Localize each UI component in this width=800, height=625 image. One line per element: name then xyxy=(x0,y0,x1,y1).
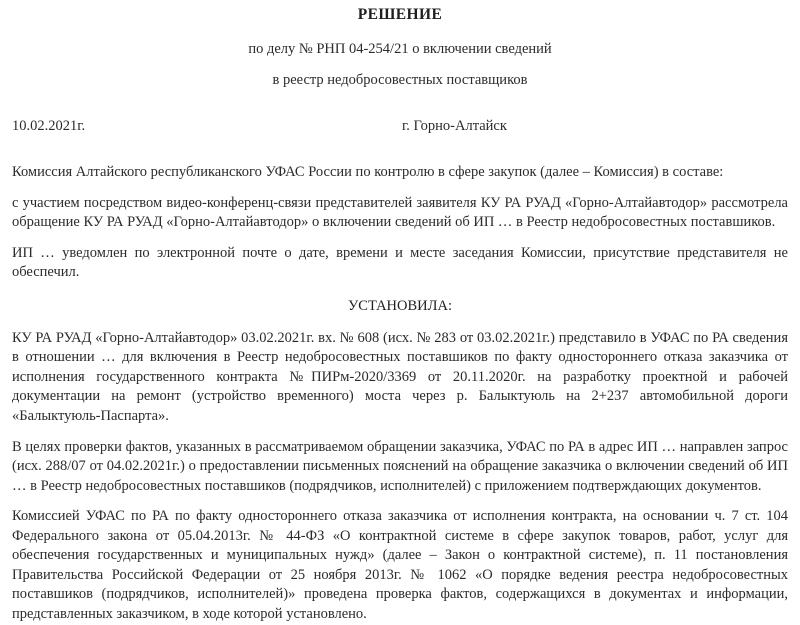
section-heading-established: УСТАНОВИЛА: xyxy=(348,297,452,314)
paragraph-notification: ИП … уведомлен по электронной почте о дате, времени и месте заседания Комиссии, присутствие представителя не обеспечил. xyxy=(12,244,788,281)
document-subtitle-line-2: в реестр недобросовестных поставщиков xyxy=(272,72,528,89)
document-title: РЕШЕНИЕ xyxy=(357,6,443,23)
document-meta-row xyxy=(12,118,788,138)
paragraph-commission-intro: Комиссия Алтайского республиканского УФАС России по контролю в сфере закупок (далее – Комиссия) в составе: xyxy=(12,164,724,181)
paragraph-legal-basis: Комиссией УФАС по РА по факту одностороннего отказа заказчика от исполнения контракта, на основании ч. 7 ст. 104 Федерального закона от 05.04.2013г. № 44-ФЗ «О контрактной системе в сфере закупок товаров, работ, услуг для обеспечения государственных и муниципальных нужд» (далее – Закон о контрактной системе), п. 11 постановления Правительства Российской Федерации от 25 ноября 2013г. № 1062 «О порядке ведения реестра недобросовестных поставшиков (подрядчиков, исполнителей)» проведена проверка фактов, содержащихся в документах и информации, представленных заказчиком, в ходе которой установлено. xyxy=(12,508,788,623)
document-page xyxy=(0,5,800,623)
paragraph-established-facts: КУ РА РУАД «Горно-Алтайавтодор» 03.02.2021г. вх. № 608 (исх. № 283 от 03.02.2021г.) представило в УФАС по РА сведения в отношении … для включения в Реестр недобросовестных поставшиков по факту одностороннего отказа заказчика от исполнения государственного контракта №ПИРм-2020/3369 от 20.11.2020г. на разработку проектной и рабочей документации на ремонт (устройство временного) моста через р. Балыктуюль на 2+237 автомобильной дороги «Балыктуюль-Паспарта». xyxy=(12,329,788,424)
paragraph-participation: с участием посредством видео-конференц-связи представителей заявителя КУ РА РУАД «Горно-Алтайавтодор» рассмотрела обращение КУ РА РУАД «Горно-Алтайавтодор» о включении сведений об ИП … в Реестр недобросовестных поставшиков. xyxy=(12,194,788,231)
document-city: г. Горно-Алтайск xyxy=(402,118,507,135)
document-body xyxy=(12,163,788,625)
document-date: 10.02.2021г. xyxy=(12,118,86,135)
document-subtitle-line-1: по делу № РНП 04-254/21 о включении сведений xyxy=(248,41,552,58)
paragraph-information-request: В целях проверки фактов, указанных в рассматриваемом обращении заказчика, УФАС по РА в адрес ИП … направлен запрос (исх. 288/07 от 04.02.2021г.) о предоставлении письменных пояснений на обращение заказчика о включении сведений об ИП … в Реестр недобросовестных поставшиков (подрядчиков, исполнителей) с приложением подтверждающих документов. xyxy=(12,438,788,494)
